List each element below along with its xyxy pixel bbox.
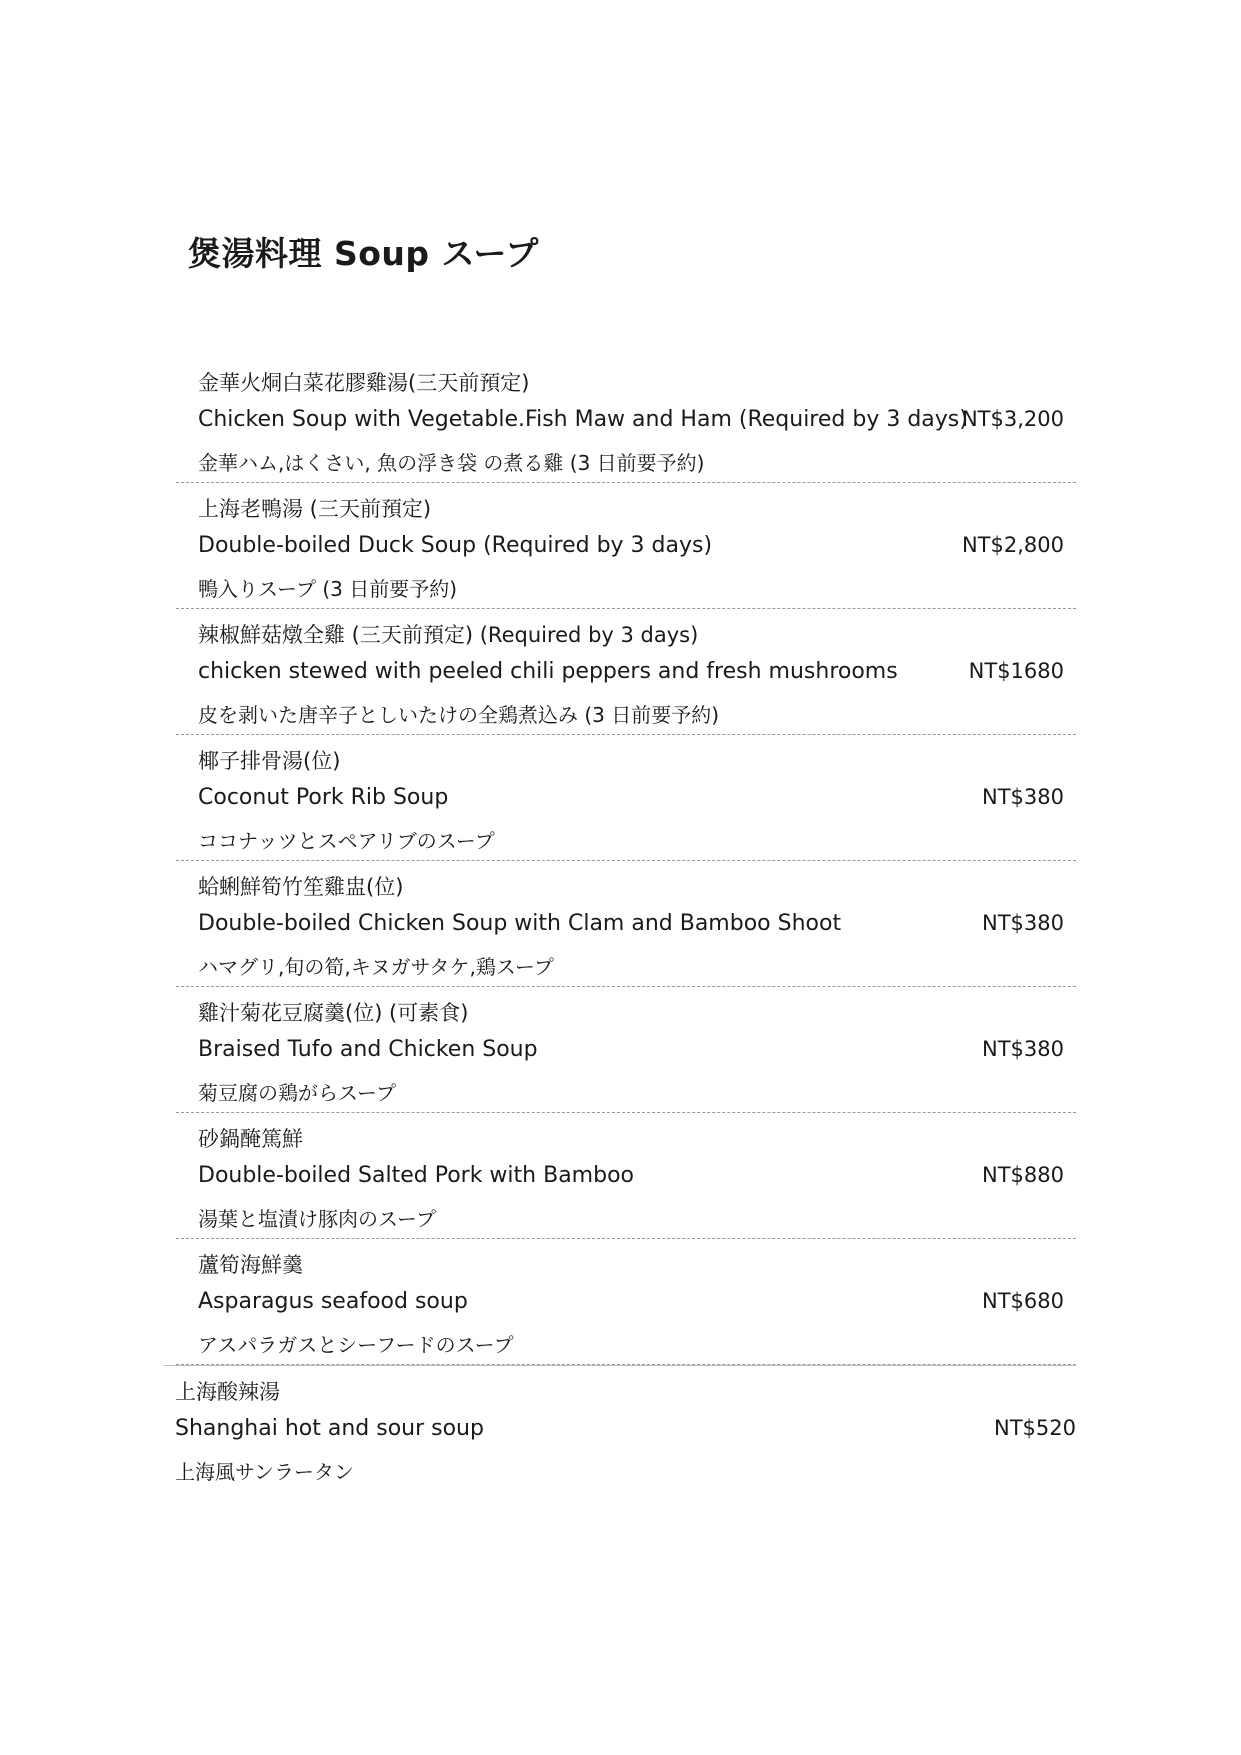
menu-item (176, 1239, 1076, 1365)
item-price: NT$880 (982, 1163, 1064, 1187)
menu-item (176, 609, 1076, 735)
item-name-english: chicken stewed with peeled chili peppers and fresh mushrooms (198, 659, 898, 684)
item-price: NT$680 (982, 1289, 1064, 1313)
menu-item (164, 1365, 1076, 1491)
item-name-english: Asparagus seafood soup (198, 1289, 468, 1314)
item-price: NT$520 (994, 1416, 1076, 1440)
item-name-japanese: 鴨入りスープ (3 日前要予約) (198, 577, 458, 601)
page-title: 煲湯料理 Soup スープ (188, 234, 539, 273)
item-name-japanese: アスパラガスとシーフードのスープ (198, 1333, 514, 1357)
item-price: NT$1680 (968, 659, 1064, 683)
item-name-english: Braised Tufo and Chicken Soup (198, 1037, 538, 1062)
item-name-chinese: 上海老鴨湯 (三天前預定) (198, 497, 432, 521)
item-name-chinese: 雞汁菊花豆腐羹(位) (可素食) (198, 1001, 469, 1025)
soup-menu-list (176, 357, 1076, 1491)
item-price: NT$3,200 (961, 407, 1064, 431)
menu-item (176, 861, 1076, 987)
item-name-japanese: ココナッツとスペアリブのスープ (198, 829, 495, 853)
menu-item (176, 357, 1076, 483)
item-name-chinese: 椰子排骨湯(位) (198, 749, 341, 773)
item-name-japanese: 上海風サンラータン (175, 1460, 354, 1484)
item-name-japanese: 皮を剥いた唐辛子としいたけの全鶏煮込み (3 日前要予約) (198, 703, 720, 727)
item-name-english: Double-boiled Salted Pork with Bamboo (198, 1163, 634, 1188)
item-name-english: Double-boiled Chicken Soup with Clam and Bamboo Shoot (198, 911, 842, 936)
menu-item (176, 483, 1076, 609)
item-name-english: Coconut Pork Rib Soup (198, 785, 449, 810)
item-price: NT$380 (982, 911, 1064, 935)
item-name-japanese: 菊豆腐の鶏がらスープ (198, 1081, 396, 1105)
item-name-english: Double-boiled Duck Soup (Required by 3 days) (198, 533, 713, 558)
item-name-chinese: 辣椒鮮菇燉全雞 (三天前預定) (Required by 3 days) (198, 623, 699, 647)
item-name-chinese: 上海酸辣湯 (175, 1380, 280, 1404)
item-name-chinese: 蛤蜊鮮筍竹笙雞盅(位) (198, 875, 404, 899)
item-name-japanese: 金華ハム,はくさい, 魚の浮き袋 の煮る雞 (3 日前要予約) (198, 451, 705, 475)
item-price: NT$380 (982, 1037, 1064, 1061)
menu-item (176, 987, 1076, 1113)
item-name-japanese: ハマグリ,旬の筍,キヌガサタケ,鶏スープ (198, 955, 554, 979)
item-name-chinese: 砂鍋醃篤鮮 (198, 1127, 303, 1151)
item-price: NT$380 (982, 785, 1064, 809)
item-name-chinese: 蘆筍海鮮羹 (198, 1253, 303, 1277)
item-name-english: Chicken Soup with Vegetable.Fish Maw and Ham (Required by 3 days) (198, 407, 968, 432)
item-name-japanese: 湯葉と塩漬け豚肉のスープ (198, 1207, 436, 1231)
item-name-chinese: 金華火烔白菜花膠雞湯(三天前預定) (198, 371, 530, 395)
menu-item (176, 735, 1076, 861)
item-price: NT$2,800 (961, 533, 1064, 557)
item-name-english: Shanghai hot and sour soup (175, 1416, 484, 1441)
menu-item (176, 1113, 1076, 1239)
